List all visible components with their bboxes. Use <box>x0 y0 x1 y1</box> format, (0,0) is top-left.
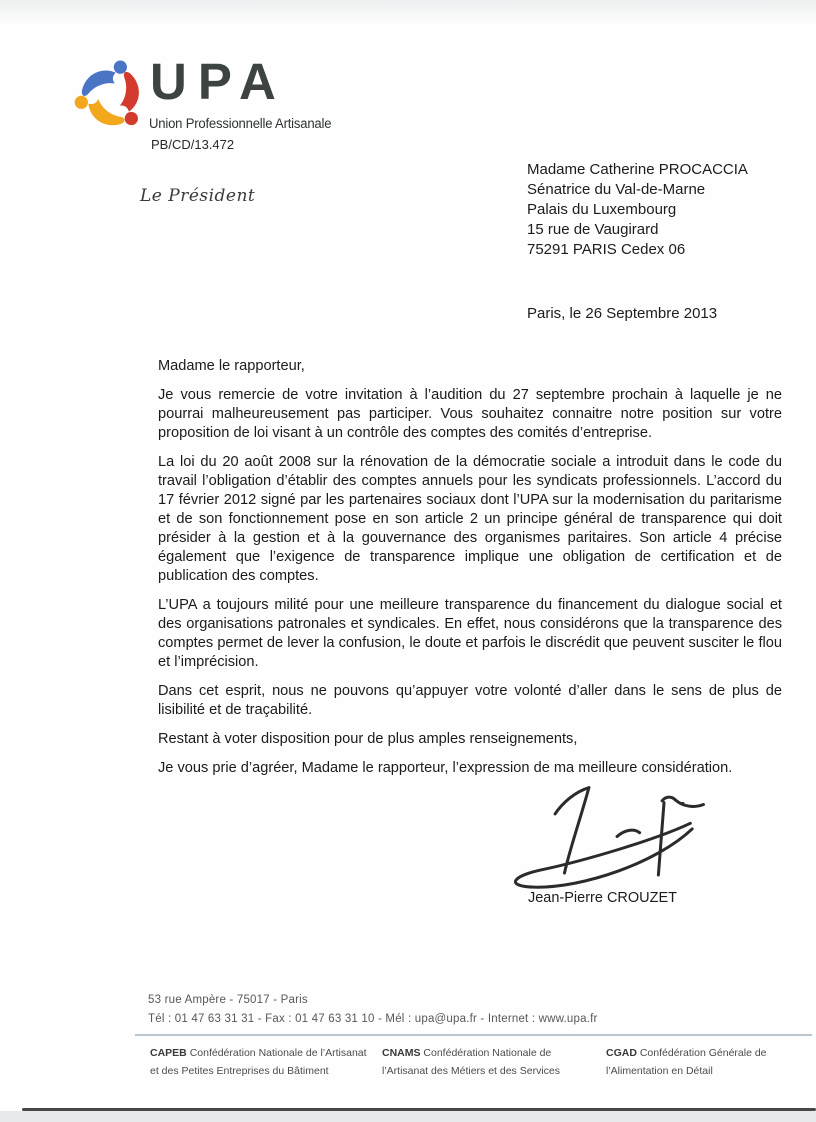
signer-name: Jean-Pierre CROUZET <box>527 890 678 906</box>
footer-contact-line: Tél : 01 47 63 31 31 - Fax : 01 47 63 31 10 - Mél : upa@upa.fr - Internet : www.upa.fr <box>148 1013 598 1025</box>
org-acronym: UPA <box>150 53 287 110</box>
scanner-background <box>0 1111 816 1122</box>
org-name: Union Professionnelle Artisanale <box>149 116 332 131</box>
sender-title: Le Président <box>140 186 256 206</box>
footer-org-capeb <box>150 1044 368 1080</box>
paragraph: La loi du 20 août 2008 sur la rénovation de la démocratie sociale a introduit dans le code du travail l’obligation d’établir des comptes annuels pour les syndicats professionnels. L’accord du 17 février 2012 signé par les partenaires sociaux dont l’UPA sur la modernisation du paritarisme et de son fonctionnement pose en son article 2 un principe général de transparence qui doit présider à la gestion et à la gouvernance des organismes paritaires. Son article 4 précise également que l’exigence de transparence implique une obligation de certification et de publication des comptes. <box>158 454 782 584</box>
recipient-name: Madame Catherine PROCACCIA <box>527 161 748 178</box>
recipient-address-line: 75291 PARIS Cedex 06 <box>527 241 686 258</box>
org-acronym: CNAMS <box>382 1047 421 1059</box>
org-fullname: Confédération Nationale de l’Artisanat des Métiers et des Services <box>382 1047 560 1077</box>
footer-org-cnams <box>382 1044 582 1080</box>
dateline: Paris, le 26 Septembre 2013 <box>527 305 718 322</box>
org-acronym: CAPEB <box>150 1047 187 1059</box>
salutation: Madame le rapporteur, <box>158 358 305 374</box>
paragraph: Restant à voter disposition pour de plus amples renseignements, <box>158 731 578 747</box>
recipient-role: Sénatrice du Val-de-Marne <box>527 181 706 198</box>
recipient-address-line: Palais du Luxembourg <box>527 201 677 218</box>
org-fullname: Confédération Générale de l’Alimentation en Détail <box>606 1047 767 1077</box>
paragraph: L’UPA a toujours milité pour une meilleure transparence du financement du dialogue social et des organisations patronales et syndicales. En effet, nous considérons que la transparence des comptes permet de lever la confusion, le doute et parfois le discrédit que peuvent susciter le flou et l’imprécision. <box>158 597 782 670</box>
upa-logo-icon <box>72 57 150 135</box>
letter-body <box>158 357 782 788</box>
scan-artifact-top <box>0 0 816 26</box>
closing-line: Je vous prie d’agréer, Madame le rapporteur, l’expression de ma meilleure considération. <box>158 760 733 776</box>
org-fullname: Confédération Nationale de l’Artisanat et des Petites Entreprises du Bâtiment <box>150 1047 367 1077</box>
recipient-address-block <box>527 160 748 260</box>
paragraph: Dans cet esprit, nous ne pouvons qu’appuyer votre volonté d’aller dans le sens de plus de lisibilité et de traçabilité. <box>158 683 782 718</box>
recipient-address-line: 15 rue de Vaugirard <box>527 221 659 238</box>
signature-block <box>490 782 715 906</box>
footer-org-cgad <box>606 1044 796 1080</box>
paragraph: Je vous remercie de votre invitation à l’audition du 27 septembre prochain à laquelle je ne pourrai malheureusement pas participer. Vous souhaitez connaitre notre position sur votre proposition de loi visant à un contrôle des comptes des comités d’entreprise. <box>158 387 782 441</box>
letter-reference: PB/CD/13.472 <box>151 137 235 152</box>
footer-divider <box>135 1034 812 1036</box>
footer-member-organizations <box>150 1044 800 1080</box>
org-acronym: CGAD <box>606 1047 637 1059</box>
footer-street-address: 53 rue Ampère - 75017 - Paris <box>148 994 308 1006</box>
handwritten-signature <box>490 782 715 890</box>
